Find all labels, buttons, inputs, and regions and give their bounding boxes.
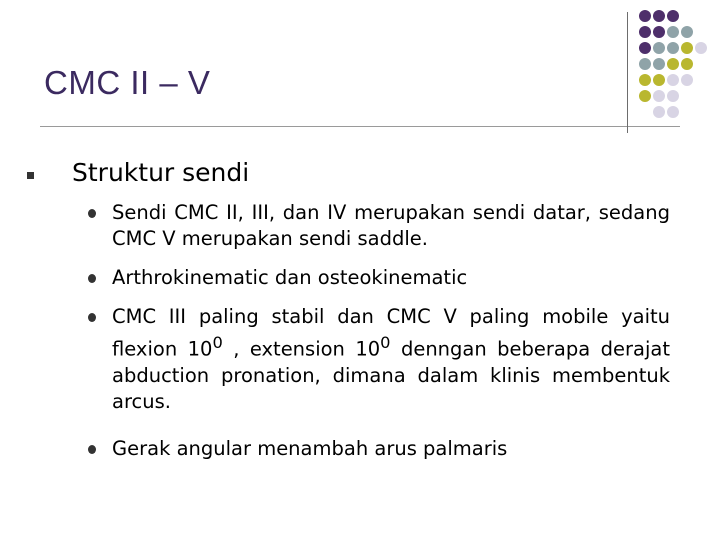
square-bullet-icon [27,172,34,179]
bullet-text [112,304,670,415]
decorative-dot [653,42,665,54]
decorative-dot [639,10,651,22]
decorative-dot [639,26,651,38]
decorative-dot [667,58,679,70]
round-bullet-icon [88,445,96,454]
decorative-dot [681,26,693,38]
round-bullet-icon [88,313,96,322]
decorative-dot [667,10,679,22]
bullet-text-part: denngan beberapa derajat abduction pronation, dimana dalam klinis membentuk arcus. [112,337,670,413]
decorative-dot [681,90,693,102]
decorative-dot [667,74,679,86]
bullet-text-part: CMC III paling stabil dan CMC V paling mobile yaitu flexion 10 [112,305,670,361]
bullet-text-part: , extension 10 [222,337,381,361]
decorative-dot [653,58,665,70]
decorative-dot [695,10,707,22]
bullet-level1-text: Struktur sendi [72,158,250,187]
decorative-dot [695,26,707,38]
decorative-dot [695,42,707,54]
decorative-dot [681,58,693,70]
bullet-text: Gerak angular menambah arus palmaris [112,437,508,460]
bullet-item [88,436,670,462]
decorative-dot [639,58,651,70]
bullet-text: Sendi CMC II, III, dan IV merupakan sendi datar, sedang CMC V merupakan sendi saddle. [112,201,670,250]
vertical-divider [627,12,628,133]
decorative-dot [695,106,707,118]
decorative-dot [681,106,693,118]
slide-title: CMC II – V [44,64,211,101]
decorative-dot [653,106,665,118]
decorative-dot [667,42,679,54]
bullet-item [88,304,670,415]
decorative-dot [667,106,679,118]
decorative-dot [653,10,665,22]
round-bullet-icon [88,274,96,283]
decorative-dot [639,42,651,54]
decorative-dot [681,42,693,54]
bullet-item [88,265,670,291]
decorative-dot [681,74,693,86]
decorative-dot-grid [639,10,709,122]
superscript: 0 [212,333,223,352]
decorative-dot [695,90,707,102]
bullet-text: Arthrokinematic dan osteokinematic [112,266,468,289]
decorative-dot [639,90,651,102]
decorative-dot [639,106,651,118]
round-bullet-icon [88,209,96,218]
decorative-dot [653,74,665,86]
decorative-dot [653,26,665,38]
superscript: 0 [380,333,391,352]
decorative-dot [639,74,651,86]
decorative-dot [667,26,679,38]
bullet-level1 [27,157,249,189]
decorative-dot [681,10,693,22]
title-divider [40,126,680,127]
decorative-dot [667,90,679,102]
decorative-dot [695,58,707,70]
decorative-dot [653,90,665,102]
bullet-item [88,200,670,252]
decorative-dot [695,74,707,86]
